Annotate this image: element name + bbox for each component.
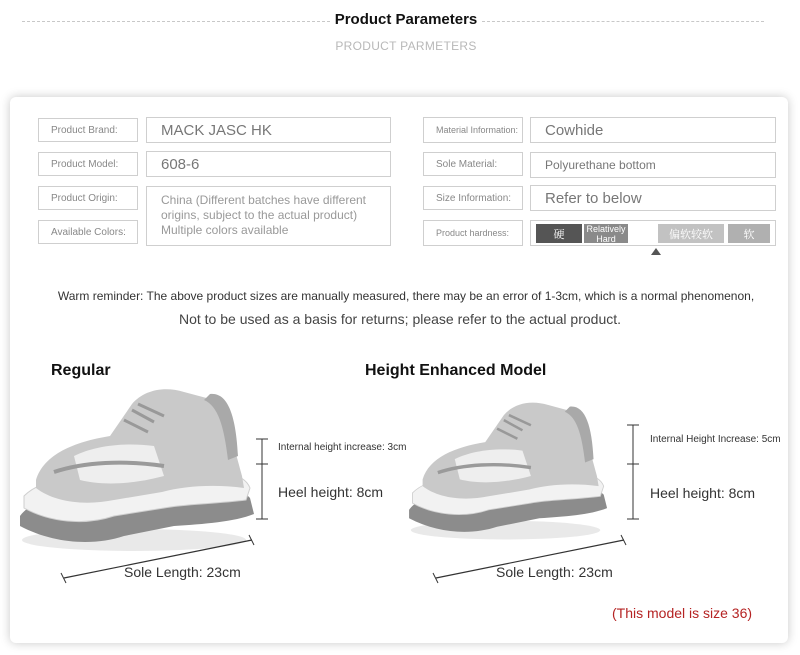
enhanced-title: Height Enhanced Model bbox=[365, 362, 547, 379]
colors-label: Available Colors: bbox=[38, 220, 138, 244]
model-label: Product Model: bbox=[38, 152, 138, 176]
sole-material-label: Sole Material: bbox=[423, 152, 523, 176]
hardness-label: Product hardness: bbox=[423, 220, 523, 246]
enhanced-heel-height: Heel height: 8cm bbox=[650, 485, 756, 501]
hardness-soft: 软 bbox=[728, 224, 770, 243]
enhanced-sole-length: Sole Length: 23cm bbox=[496, 564, 613, 580]
regular-measure-vertical bbox=[255, 437, 275, 521]
reminder-line-2: Not to be used as a basis for returns; please refer to the actual product. bbox=[178, 311, 622, 327]
page-subtitle: PRODUCT PARMETERS bbox=[335, 39, 477, 53]
hardness-soft-ish: 偏软较软 bbox=[658, 224, 724, 243]
reminder-line-1: Warm reminder: The above product sizes are manually measured, there may be an error of 1-3cm, which is a normal phenomenon, bbox=[57, 289, 755, 303]
regular-title: Regular bbox=[51, 362, 111, 379]
hardness-hard: 硬 bbox=[536, 224, 582, 243]
page-title: Product Parameters bbox=[334, 11, 478, 28]
size-info-value: Refer to below bbox=[530, 185, 776, 211]
model-value: 608-6 bbox=[146, 151, 391, 177]
material-value: Cowhide bbox=[530, 117, 776, 143]
origin-label: Product Origin: bbox=[38, 186, 138, 210]
size-info-label: Size Information: bbox=[423, 186, 523, 210]
material-label: Material Information: bbox=[423, 117, 523, 143]
hardness-pointer-icon bbox=[651, 248, 661, 255]
enhanced-measure-vertical bbox=[626, 423, 646, 521]
origin-value: China (Different batches have different origins, subject to the actual product) Multiple colors available bbox=[146, 186, 391, 246]
regular-internal-height: Internal height increase: 3cm bbox=[278, 442, 407, 453]
brand-label: Product Brand: bbox=[38, 118, 138, 142]
regular-sole-length: Sole Length: 23cm bbox=[124, 564, 241, 580]
size-note: (This model is size 36) bbox=[612, 605, 753, 621]
sole-material-value: Polyurethane bottom bbox=[530, 152, 776, 178]
enhanced-internal-height: Internal Height Increase: 5cm bbox=[650, 434, 781, 445]
brand-value: MACK JASC HK bbox=[146, 117, 391, 143]
hardness-relatively-hard: Relatively Hard bbox=[584, 224, 628, 243]
regular-heel-height: Heel height: 8cm bbox=[278, 484, 384, 500]
